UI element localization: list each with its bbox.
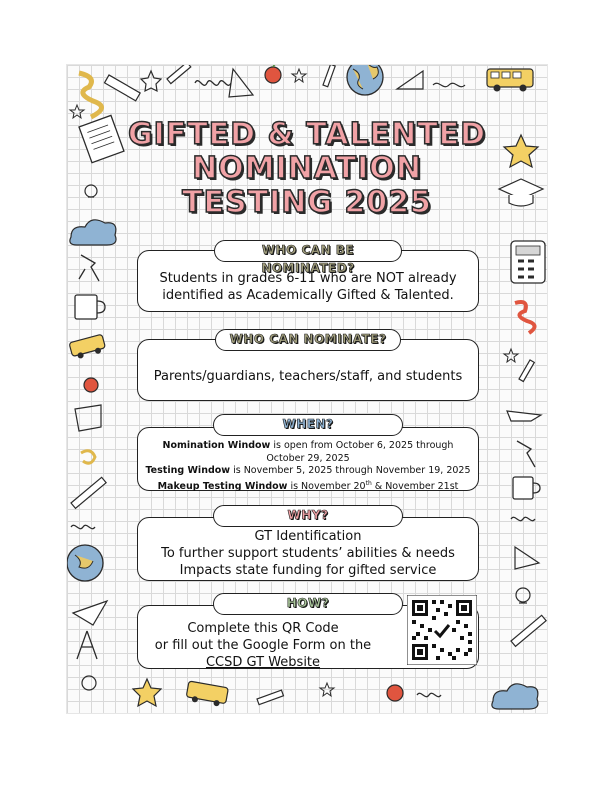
pencil-icon bbox=[519, 360, 534, 382]
swirl-icon bbox=[71, 525, 95, 528]
pushpin-icon bbox=[79, 255, 99, 281]
paper-plane-icon bbox=[507, 411, 541, 421]
title-line-1: GIFTED & TALENTED bbox=[127, 117, 487, 152]
makeup-window-label: Makeup Testing Window bbox=[157, 480, 288, 492]
who-nominated-heading: WHO CAN BE NOMINATED? bbox=[214, 240, 402, 262]
pushpin-icon bbox=[517, 441, 535, 467]
swirl-icon bbox=[195, 81, 231, 86]
swirl-icon bbox=[81, 451, 95, 464]
why-line-1: GT Identification bbox=[254, 529, 362, 544]
globe-icon bbox=[347, 65, 383, 95]
who-nominated-line-1: Students in grades 6-11 who are NOT already bbox=[159, 271, 457, 286]
makeup-window-text-a: is November 20 bbox=[287, 480, 366, 492]
nomination-window-label: Nomination Window bbox=[162, 440, 271, 451]
pencil-icon bbox=[167, 65, 191, 84]
nomination-window-text: is open from October 6, 2025 through bbox=[270, 440, 454, 451]
ruler-icon bbox=[229, 69, 253, 97]
title-line-3: TESTING 2025 bbox=[182, 185, 432, 220]
star-icon bbox=[504, 349, 518, 362]
cloud-icon bbox=[70, 220, 116, 245]
makeup-window-text-b: & November 21st bbox=[371, 480, 459, 492]
pen-icon bbox=[71, 477, 106, 508]
who-nominate-line-1: Parents/guardians, teachers/staff, and students bbox=[153, 369, 463, 384]
title-line-2: NOMINATION bbox=[192, 151, 422, 186]
testing-window-text: is November 5, 2025 through November 19, 2025 bbox=[230, 465, 471, 476]
how-line-2: or fill out the Google Form on the bbox=[154, 638, 372, 653]
qr-code-icon[interactable] bbox=[407, 595, 477, 665]
pen-icon bbox=[511, 615, 546, 646]
lightbulb-icon bbox=[516, 588, 530, 603]
star-icon bbox=[320, 683, 334, 696]
how-heading: HOW? bbox=[213, 593, 403, 615]
pencil-icon bbox=[257, 690, 283, 705]
why-line-3: Impacts state funding for gifted service bbox=[179, 563, 437, 578]
testing-window-line bbox=[138, 465, 478, 478]
swirl-icon bbox=[433, 83, 465, 86]
calculator-icon bbox=[511, 241, 545, 283]
ruler-icon bbox=[515, 547, 539, 569]
apple-icon bbox=[387, 685, 403, 701]
swirl-icon bbox=[417, 693, 441, 696]
ruler-icon bbox=[75, 405, 101, 431]
why-heading: WHY? bbox=[213, 505, 403, 527]
paper-plane-icon bbox=[73, 601, 107, 625]
ruler-icon bbox=[105, 75, 141, 101]
compass-icon bbox=[77, 631, 97, 659]
how-text bbox=[138, 620, 388, 671]
why-line-2: To further support students’ abilities & needs bbox=[161, 546, 455, 561]
school-bus-icon bbox=[69, 334, 107, 360]
makeup-window-line bbox=[138, 478, 478, 494]
ruler-icon bbox=[397, 71, 423, 89]
globe-icon bbox=[67, 545, 103, 581]
who-nominated-line-2: identified as Academically Gifted & Talented. bbox=[162, 288, 454, 303]
when-box bbox=[137, 427, 479, 491]
apple-icon bbox=[84, 378, 98, 392]
pencil-icon bbox=[323, 65, 335, 87]
ccsd-gt-website-link[interactable]: CCSD GT Website bbox=[205, 655, 321, 670]
apple-icon bbox=[265, 65, 281, 83]
poster bbox=[66, 64, 548, 714]
who-nominate-heading: WHO CAN NOMINATE? bbox=[215, 329, 401, 351]
nomination-window-end: October 29, 2025 bbox=[266, 452, 350, 464]
swirl-icon bbox=[511, 517, 535, 520]
school-bus-icon bbox=[186, 681, 229, 708]
nomination-window-line bbox=[138, 440, 478, 453]
star-icon bbox=[141, 71, 161, 91]
how-line-1: Complete this QR Code bbox=[187, 621, 339, 636]
swirl-icon bbox=[515, 302, 535, 333]
testing-window-label: Testing Window bbox=[145, 465, 231, 476]
star-icon bbox=[133, 679, 161, 706]
star-icon bbox=[292, 69, 306, 82]
lightbulb-icon bbox=[82, 676, 96, 690]
mug-icon bbox=[513, 477, 540, 499]
makeup-window-sup: th bbox=[365, 479, 372, 487]
cloud-icon bbox=[492, 684, 538, 709]
when-heading: WHEN? bbox=[213, 414, 403, 436]
school-bus-icon bbox=[487, 69, 533, 92]
mug-icon bbox=[75, 295, 105, 319]
